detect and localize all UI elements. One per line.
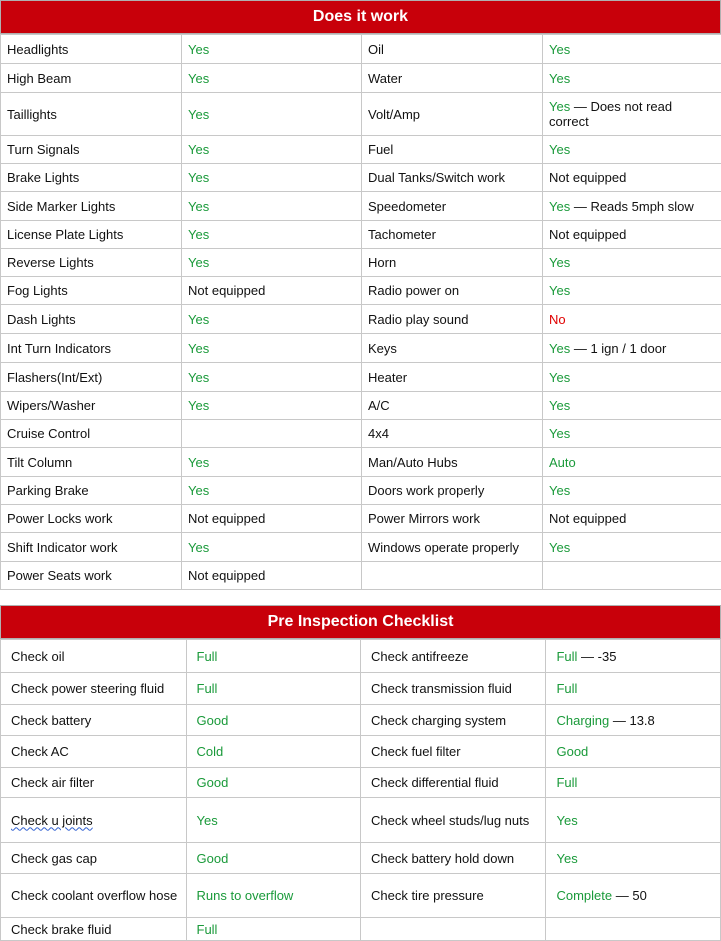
item-status bbox=[182, 192, 362, 221]
item-label-text: Check gas cap bbox=[11, 850, 97, 866]
status-value: Yes bbox=[188, 311, 210, 327]
status-value: Yes bbox=[549, 426, 571, 441]
item-label bbox=[1, 249, 182, 277]
item-status bbox=[543, 277, 721, 305]
item-label-text: Check oil bbox=[11, 648, 65, 664]
item-label bbox=[362, 305, 543, 334]
item-label bbox=[1, 363, 182, 392]
item-label-text: Reverse Lights bbox=[7, 255, 94, 270]
status-value: Yes bbox=[188, 227, 210, 242]
item-status bbox=[182, 392, 362, 420]
item-label bbox=[1, 420, 182, 448]
item-label-text: Check tire pressure bbox=[370, 888, 484, 903]
does-it-work-header: Does it work bbox=[0, 0, 721, 34]
status-value: Full bbox=[556, 648, 578, 664]
item-label-text: Wipers/Washer bbox=[7, 398, 96, 413]
item-label-text: Check air filter bbox=[11, 775, 95, 790]
item-label bbox=[1, 277, 182, 305]
item-label bbox=[360, 874, 546, 918]
status-value: Yes bbox=[549, 255, 571, 270]
item-label-text: Check wheel studs/lug nuts bbox=[370, 812, 530, 828]
status-value: No bbox=[549, 311, 566, 327]
item-label bbox=[362, 192, 543, 221]
item-label bbox=[1, 874, 187, 918]
status-note: — -35 bbox=[577, 648, 617, 664]
item-label bbox=[362, 136, 543, 164]
item-label bbox=[362, 533, 543, 562]
table-row bbox=[1, 164, 721, 192]
item-label bbox=[1, 798, 187, 843]
item-label-text: Turn Signals bbox=[7, 142, 80, 157]
item-label bbox=[1, 736, 187, 768]
item-status bbox=[543, 249, 721, 277]
item-status bbox=[543, 93, 721, 136]
status-value: Yes bbox=[549, 283, 571, 298]
item-label bbox=[1, 35, 182, 64]
item-label-text: Taillights bbox=[7, 106, 57, 122]
item-label bbox=[360, 768, 546, 798]
status-note: — Does not read correct bbox=[549, 99, 673, 129]
item-status bbox=[182, 249, 362, 277]
item-label bbox=[1, 136, 182, 164]
item-label-text: Radio power on bbox=[368, 283, 460, 298]
item-status bbox=[543, 363, 721, 392]
item-label-text: Horn bbox=[368, 255, 397, 270]
item-label-text: License Plate Lights bbox=[7, 227, 124, 242]
table-row bbox=[1, 448, 721, 477]
item-label bbox=[362, 35, 543, 64]
item-status bbox=[543, 164, 721, 192]
item-status bbox=[546, 918, 721, 941]
table-row bbox=[1, 305, 721, 334]
status-value: Not equipped bbox=[549, 511, 627, 526]
item-label-text: Cruise Control bbox=[7, 426, 91, 441]
status-value: Yes bbox=[188, 106, 210, 122]
table-row bbox=[1, 249, 721, 277]
item-status bbox=[543, 64, 721, 93]
status-value: Yes bbox=[188, 454, 210, 470]
table-row bbox=[1, 640, 721, 673]
status-value: Yes bbox=[188, 41, 210, 57]
item-label bbox=[362, 363, 543, 392]
item-label-text: Check battery hold down bbox=[370, 850, 515, 866]
item-label-text: Brake Lights bbox=[7, 170, 80, 185]
status-value: Not equipped bbox=[188, 568, 266, 583]
item-label bbox=[362, 334, 543, 363]
table-row bbox=[1, 843, 721, 874]
item-status bbox=[543, 334, 721, 363]
status-value: Yes bbox=[188, 369, 210, 385]
item-status bbox=[546, 640, 721, 673]
status-value: Yes bbox=[549, 70, 571, 86]
table-row bbox=[1, 93, 721, 136]
item-status bbox=[182, 420, 362, 448]
item-status bbox=[186, 705, 360, 736]
status-value: Yes bbox=[549, 483, 571, 498]
status-value: Full bbox=[556, 681, 578, 696]
pre-inspection-table bbox=[0, 639, 721, 941]
status-value: Yes bbox=[188, 170, 210, 185]
status-value: Yes bbox=[188, 398, 210, 413]
item-label bbox=[362, 392, 543, 420]
item-label-text: Doors work properly bbox=[368, 483, 485, 498]
item-status bbox=[543, 477, 721, 505]
item-status bbox=[182, 533, 362, 562]
item-status bbox=[182, 221, 362, 249]
item-status bbox=[186, 798, 360, 843]
item-status bbox=[182, 477, 362, 505]
item-status bbox=[186, 874, 360, 918]
item-status bbox=[182, 448, 362, 477]
item-status bbox=[186, 768, 360, 798]
status-value: Yes bbox=[188, 255, 210, 270]
item-label-text: Dual Tanks/Switch work bbox=[368, 170, 506, 185]
item-label-text: Radio play sound bbox=[368, 311, 469, 327]
item-status bbox=[186, 843, 360, 874]
status-value: Full bbox=[196, 648, 218, 664]
item-label-text: High Beam bbox=[7, 70, 72, 86]
status-value: Cold bbox=[196, 744, 224, 759]
status-note: — 13.8 bbox=[609, 712, 655, 728]
status-value: Full bbox=[196, 681, 218, 696]
item-label-text: Check u joints bbox=[11, 812, 93, 828]
table-row bbox=[1, 768, 721, 798]
status-value: Yes bbox=[549, 99, 571, 114]
item-status bbox=[186, 736, 360, 768]
item-status bbox=[186, 640, 360, 673]
status-value: Good bbox=[196, 775, 229, 790]
item-label-text: Headlights bbox=[7, 41, 69, 57]
status-note: — 50 bbox=[612, 888, 647, 903]
status-value: Not equipped bbox=[549, 227, 627, 242]
item-label bbox=[1, 505, 182, 533]
item-label bbox=[1, 477, 182, 505]
status-value: Auto bbox=[549, 454, 576, 470]
item-status bbox=[182, 305, 362, 334]
item-label-text: Dash Lights bbox=[7, 311, 76, 327]
item-label-text: Fog Lights bbox=[7, 283, 68, 298]
item-status bbox=[543, 35, 721, 64]
item-label-text: Power Seats work bbox=[7, 568, 112, 583]
item-status bbox=[546, 798, 721, 843]
status-value: Yes bbox=[549, 369, 571, 385]
item-status bbox=[543, 392, 721, 420]
item-status bbox=[182, 164, 362, 192]
status-value: Yes bbox=[549, 340, 571, 356]
item-label bbox=[1, 918, 187, 941]
status-value: Yes bbox=[549, 398, 571, 413]
item-label-text: Fuel bbox=[368, 142, 394, 157]
item-label bbox=[362, 64, 543, 93]
item-label bbox=[1, 305, 182, 334]
item-label bbox=[1, 392, 182, 420]
status-value: Yes bbox=[549, 41, 571, 57]
item-label-text: Check AC bbox=[11, 744, 69, 759]
status-note: — Reads 5mph slow bbox=[570, 198, 694, 214]
item-label-text: Shift Indicator work bbox=[7, 539, 118, 555]
item-label bbox=[360, 843, 546, 874]
item-label-text: Volt/Amp bbox=[368, 106, 421, 122]
status-value: Good bbox=[196, 850, 229, 866]
status-value: Yes bbox=[188, 539, 210, 555]
item-label bbox=[360, 673, 546, 705]
status-value: Yes bbox=[196, 812, 218, 828]
item-label bbox=[362, 562, 543, 590]
status-value: Yes bbox=[556, 850, 578, 866]
item-label-text: Parking Brake bbox=[7, 483, 89, 498]
table-row bbox=[1, 874, 721, 918]
table-row bbox=[1, 505, 721, 533]
item-status bbox=[182, 277, 362, 305]
status-value: Yes bbox=[188, 142, 210, 157]
item-status bbox=[543, 305, 721, 334]
item-status bbox=[543, 448, 721, 477]
table-row bbox=[1, 363, 721, 392]
table-row bbox=[1, 705, 721, 736]
table-row bbox=[1, 420, 721, 448]
table-row bbox=[1, 392, 721, 420]
item-status bbox=[546, 736, 721, 768]
status-value: Not equipped bbox=[549, 170, 627, 185]
table-row bbox=[1, 277, 721, 305]
item-label-text: Check transmission fluid bbox=[370, 681, 512, 696]
item-label bbox=[360, 918, 546, 941]
item-label bbox=[1, 705, 187, 736]
item-status bbox=[182, 35, 362, 64]
item-label bbox=[362, 477, 543, 505]
item-status bbox=[543, 192, 721, 221]
item-label bbox=[1, 448, 182, 477]
item-label bbox=[1, 843, 187, 874]
item-label-text: Int Turn Indicators bbox=[7, 340, 112, 356]
item-label bbox=[362, 448, 543, 477]
status-value: Full bbox=[556, 775, 578, 790]
item-label-text: Heater bbox=[368, 369, 408, 385]
does-it-work-table bbox=[0, 34, 721, 590]
item-status bbox=[543, 221, 721, 249]
status-value: Yes bbox=[549, 539, 571, 555]
status-note: — 1 ign / 1 door bbox=[570, 340, 667, 356]
item-status bbox=[543, 136, 721, 164]
item-label bbox=[1, 221, 182, 249]
item-status bbox=[186, 918, 360, 941]
item-label bbox=[362, 221, 543, 249]
item-label bbox=[362, 249, 543, 277]
item-label bbox=[1, 562, 182, 590]
table-row bbox=[1, 64, 721, 93]
item-label-text: Check charging system bbox=[370, 712, 507, 728]
table-row bbox=[1, 477, 721, 505]
status-value: Yes bbox=[549, 198, 571, 214]
table-row bbox=[1, 192, 721, 221]
status-value: Yes bbox=[549, 142, 571, 157]
item-label-text: Check coolant overflow hose bbox=[11, 888, 178, 903]
status-value: Runs to overflow bbox=[196, 888, 294, 903]
item-status bbox=[543, 533, 721, 562]
item-status bbox=[182, 562, 362, 590]
item-label bbox=[1, 164, 182, 192]
item-status bbox=[543, 505, 721, 533]
table-row bbox=[1, 221, 721, 249]
item-label-text: Check brake fluid bbox=[11, 921, 112, 937]
table-row bbox=[1, 136, 721, 164]
table-row bbox=[1, 736, 721, 768]
item-label-text: Check fuel filter bbox=[370, 744, 461, 759]
item-label bbox=[1, 768, 187, 798]
table-row bbox=[1, 35, 721, 64]
item-label-text: Water bbox=[368, 70, 403, 86]
item-status bbox=[182, 505, 362, 533]
table-row bbox=[1, 798, 721, 843]
item-label-text: 4x4 bbox=[368, 426, 389, 441]
item-label bbox=[1, 673, 187, 705]
status-value: Yes bbox=[188, 198, 210, 214]
item-label-text: Check differential fluid bbox=[370, 775, 499, 790]
status-value: Not equipped bbox=[188, 511, 266, 526]
item-label bbox=[360, 736, 546, 768]
item-label-text: Flashers(Int/Ext) bbox=[7, 369, 103, 385]
item-status bbox=[546, 874, 721, 918]
status-value: Good bbox=[556, 744, 589, 759]
item-status bbox=[182, 334, 362, 363]
status-value: Yes bbox=[188, 340, 210, 356]
item-status bbox=[186, 673, 360, 705]
item-status bbox=[182, 363, 362, 392]
table-row bbox=[1, 562, 721, 590]
item-label bbox=[1, 533, 182, 562]
item-label-text: Windows operate properly bbox=[368, 539, 520, 555]
item-label-text: Check antifreeze bbox=[370, 648, 469, 664]
item-label bbox=[360, 640, 546, 673]
item-label bbox=[360, 705, 546, 736]
table-row bbox=[1, 533, 721, 562]
item-label bbox=[362, 93, 543, 136]
item-label bbox=[362, 505, 543, 533]
item-label bbox=[362, 277, 543, 305]
item-label bbox=[1, 192, 182, 221]
item-label-text: Check battery bbox=[11, 712, 92, 728]
status-value: Full bbox=[196, 921, 218, 937]
status-value: Complete bbox=[556, 888, 613, 903]
item-status bbox=[182, 64, 362, 93]
item-label-text: Side Marker Lights bbox=[7, 198, 116, 214]
item-status bbox=[543, 420, 721, 448]
item-label bbox=[362, 164, 543, 192]
item-label-text: Oil bbox=[368, 41, 384, 57]
item-label-text: Tachometer bbox=[368, 227, 436, 242]
item-status bbox=[182, 136, 362, 164]
item-label-text: Power Locks work bbox=[7, 511, 113, 526]
item-label bbox=[362, 420, 543, 448]
status-value: Yes bbox=[556, 812, 578, 828]
item-status bbox=[543, 562, 721, 590]
table-row bbox=[1, 918, 721, 941]
item-label bbox=[1, 64, 182, 93]
status-value: Good bbox=[196, 712, 229, 728]
pre-inspection-section bbox=[0, 605, 721, 941]
item-status bbox=[182, 93, 362, 136]
item-label bbox=[1, 640, 187, 673]
item-label bbox=[1, 334, 182, 363]
item-label-text: Speedometer bbox=[368, 198, 447, 214]
status-value: Not equipped bbox=[188, 283, 266, 298]
table-row bbox=[1, 673, 721, 705]
item-label bbox=[1, 93, 182, 136]
item-status bbox=[546, 768, 721, 798]
item-label-text: Tilt Column bbox=[7, 454, 73, 470]
item-label-text: Man/Auto Hubs bbox=[368, 454, 458, 470]
item-label-text: A/C bbox=[368, 398, 390, 413]
item-label-text: Keys bbox=[368, 340, 397, 356]
item-label bbox=[360, 798, 546, 843]
item-status bbox=[546, 705, 721, 736]
item-status bbox=[546, 673, 721, 705]
item-status bbox=[546, 843, 721, 874]
status-value: Yes bbox=[188, 483, 210, 498]
item-label-text: Check power steering fluid bbox=[11, 681, 165, 696]
status-value: Yes bbox=[188, 70, 210, 86]
table-row bbox=[1, 334, 721, 363]
item-label-text: Power Mirrors work bbox=[368, 511, 480, 526]
status-value: Charging bbox=[556, 712, 610, 728]
pre-inspection-header: Pre Inspection Checklist bbox=[0, 605, 721, 639]
